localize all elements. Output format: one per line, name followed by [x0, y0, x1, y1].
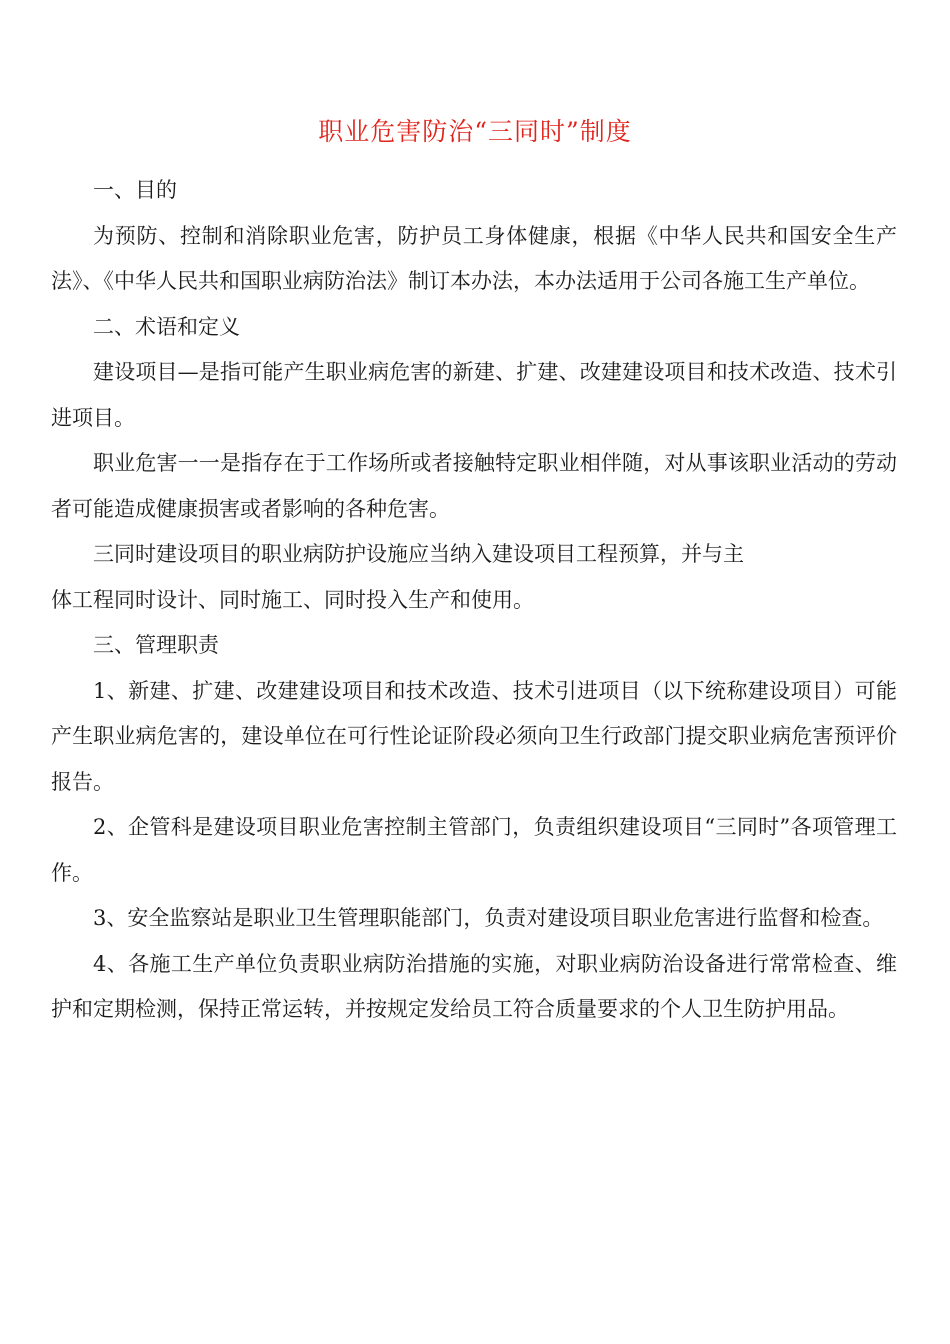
paragraph-definition-project: 建设项目—是指可能产生职业病危害的新建、扩建、改建建设项目和技术改造、技术引进项目。: [51, 360, 897, 430]
document-body: [51, 168, 897, 1033]
paragraph-responsibility-1: 1、新建、扩建、改建建设项目和技术改造、技术引进项目（以下统称建设项目）可能产生职业病危害的，建设单位在可行性论证阶段必须向卫生行政部门提交职业病危害预评价报告。: [51, 678, 897, 794]
section-heading-purpose: 一、目的: [93, 178, 177, 202]
document-title: 职业危害防治“三同时”制度: [318, 117, 632, 146]
paragraph-responsibility-2: 2、企管科是建设项目职业危害控制主管部门，负责组织建设项目“三同时”各项管理工作。: [51, 815, 897, 885]
paragraph-purpose: 为预防、控制和消除职业危害，防护员工身体健康，根据《中华人民共和国安全生产法》、《中华人民共和国职业病防治法》制订本办法，本办法适用于公司各施工生产单位。: [51, 223, 897, 293]
section-heading-definitions: 二、术语和定义: [93, 314, 240, 339]
paragraph-three-simultaneous: 三同时建设项目的职业病防护设施应当纳入建设项目工程预算，并与主: [93, 542, 744, 566]
paragraph-definition-hazard: 职业危害一一是指存在于工作场所或者接触特定职业相伴随，对从事该职业活动的劳动者可能造成健康损害或者影响的各种危害。: [51, 451, 897, 521]
paragraph-responsibility-3: 3、安全监察站是职业卫生管理职能部门，负责对建设项目职业危害进行监督和检查。: [93, 906, 884, 930]
section-heading-responsibilities: 三、管理职责: [93, 633, 219, 657]
paragraph-responsibility-4: 4、各施工生产单位负责职业病防治措施的实施，对职业病防治设备进行常常检查、维护和定期检测，保持正常运转，并按规定发给员工符合质量要求的个人卫生防护用品。: [51, 951, 897, 1021]
paragraph-three-simultaneous-cont: 体工程同时设计、同时施工、同时投入生产和使用。: [51, 587, 534, 612]
